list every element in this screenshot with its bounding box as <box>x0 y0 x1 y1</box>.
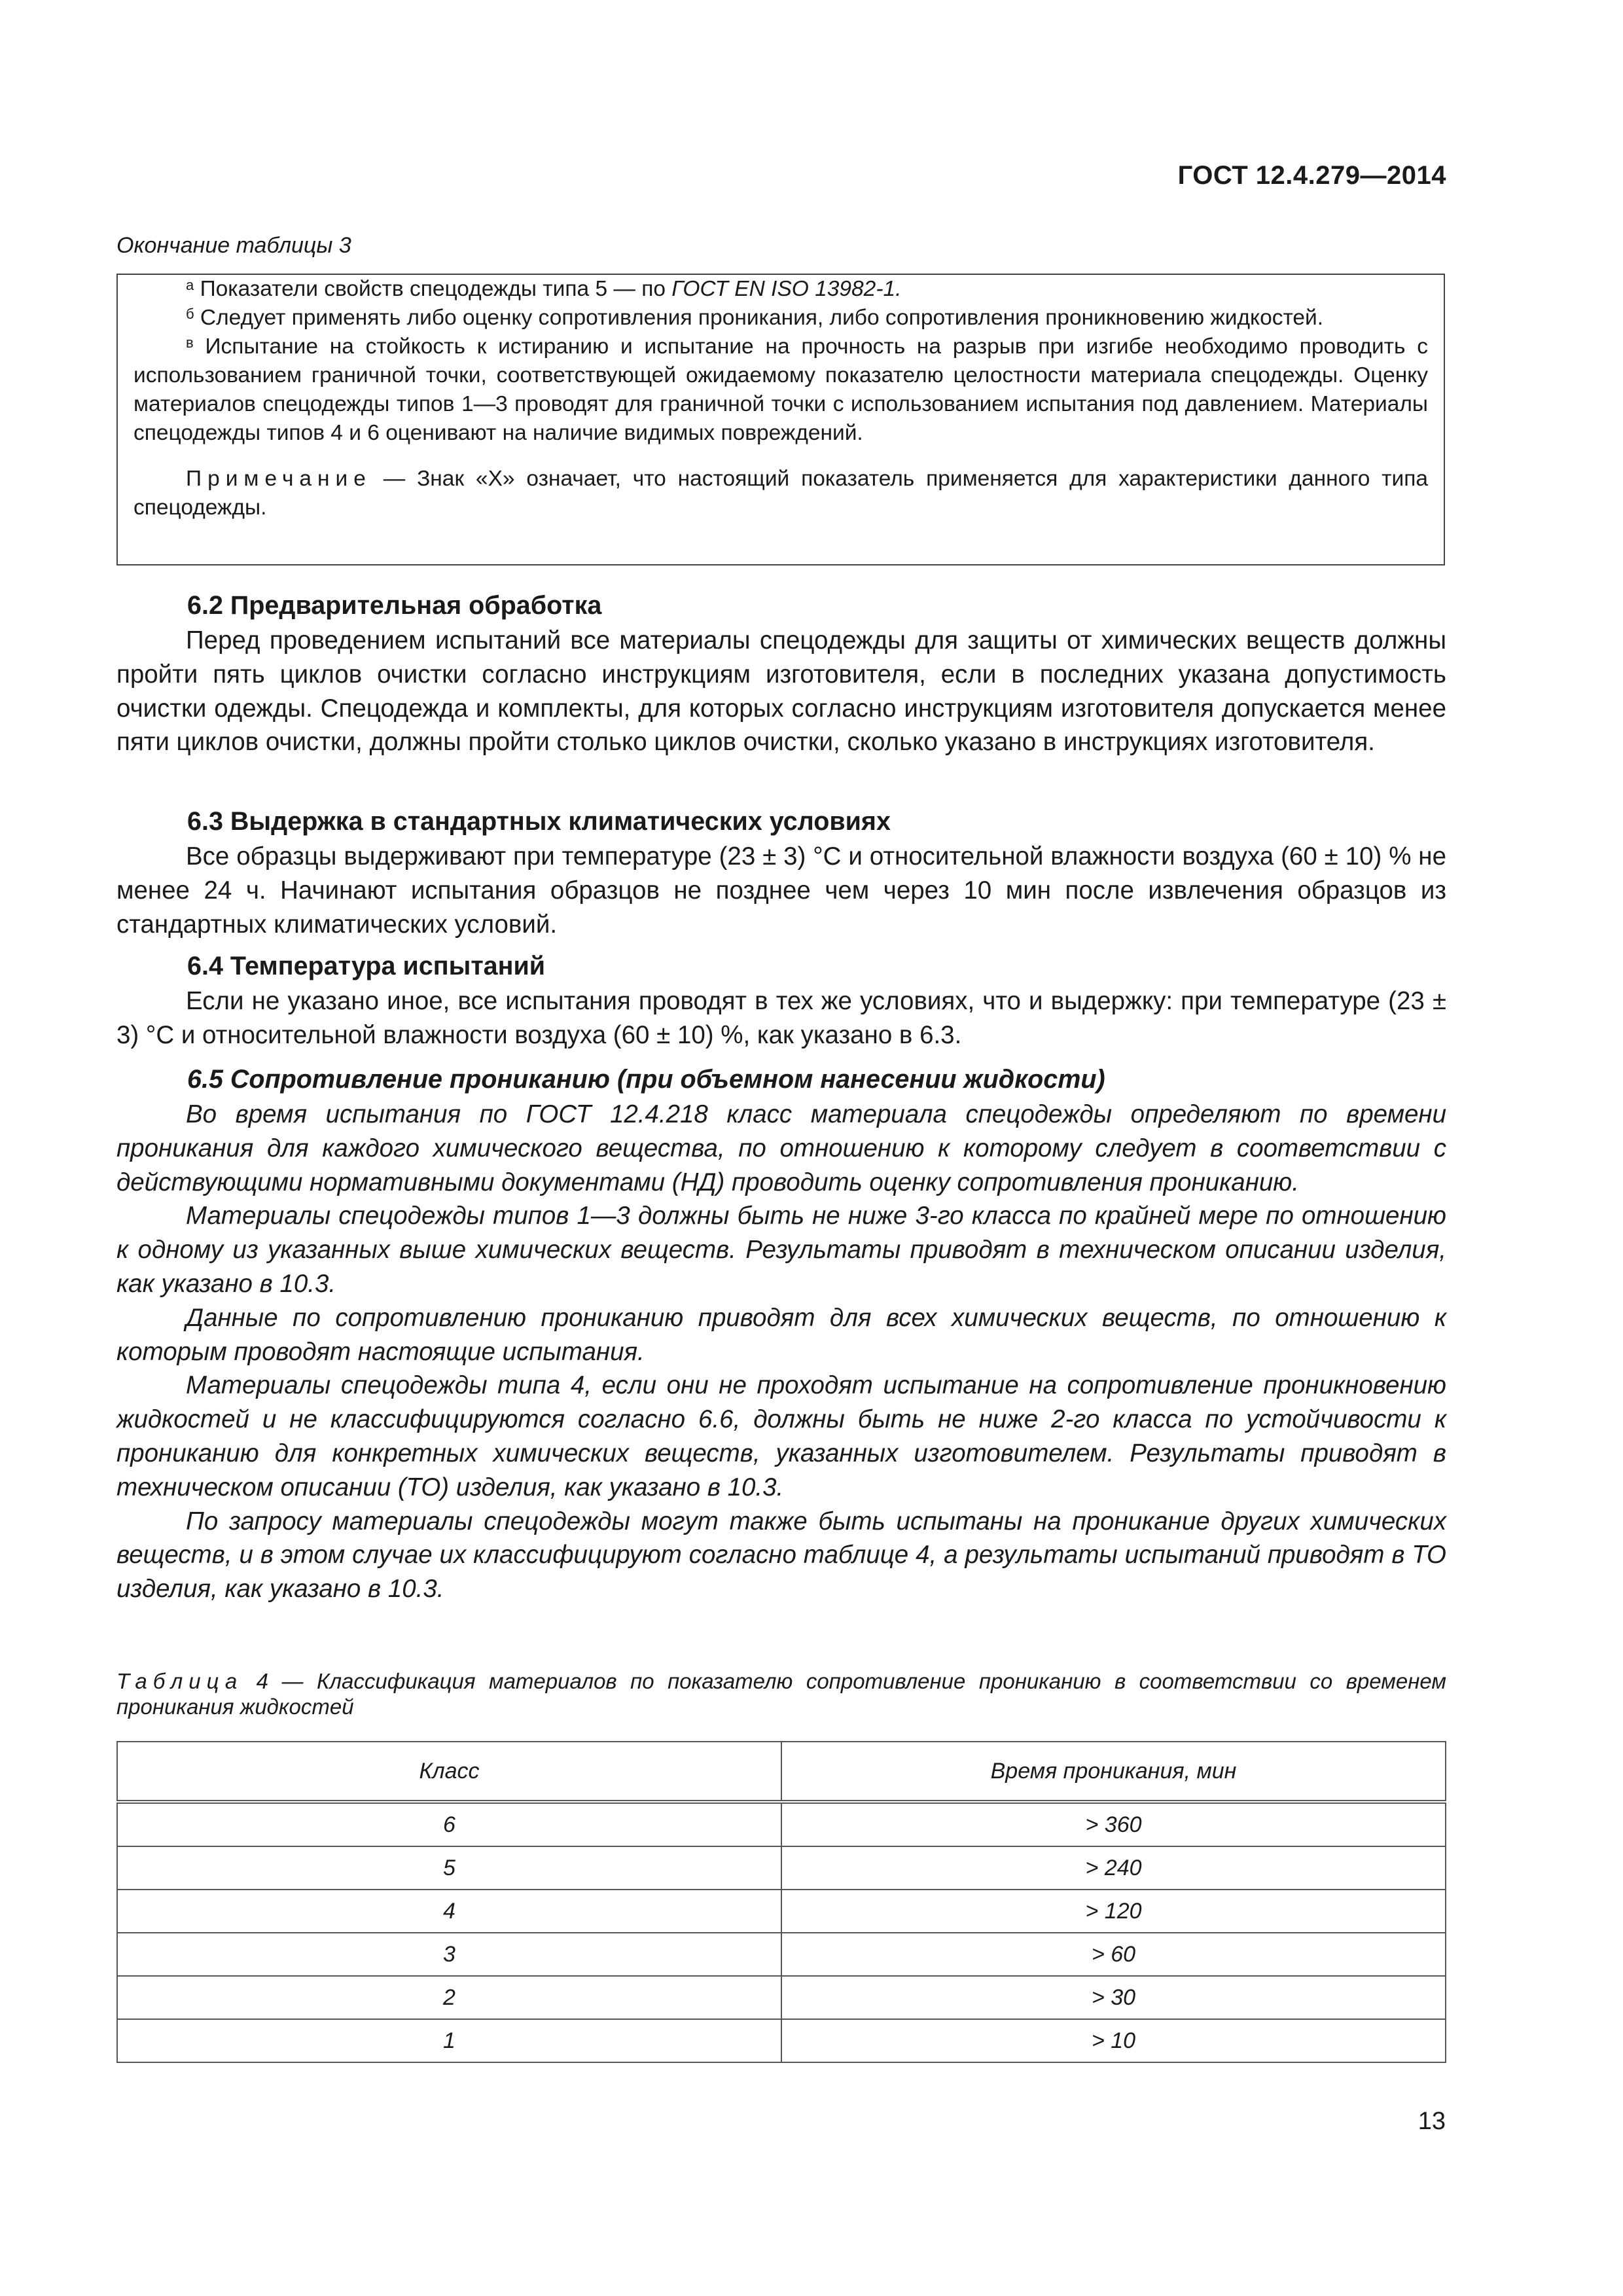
table-cell: 5 <box>117 1846 781 1890</box>
section-heading: 6.5 Сопротивление проникан​ию (при объемном нанесении жидкости) <box>187 1065 1105 1094</box>
table-cell: 4 <box>117 1890 781 1933</box>
section-heading: 6.2 Предварительная обработка <box>187 591 602 620</box>
table-4 <box>116 1741 1446 2063</box>
table-caption-text: 4 — Классификация материалов по показателю сопротивление проникан​ию в соответствии со временем проникания жидкостей <box>116 1669 1446 1719</box>
column-header-time: Время проникания, мин <box>781 1742 1446 1802</box>
footnote-b <box>134 304 1428 332</box>
table-cell: > 30 <box>781 1976 1446 2019</box>
footnote-a <box>134 275 1428 304</box>
paragraph: Если не указано иное, все испытания проводят в тех же условиях, что и выдержку: при температуре (23 ± 3) °С и относительной влажности воздуха (60 ± 10) %, как указано в 6.3. <box>116 987 1446 1049</box>
table-3-footnotes <box>116 274 1445 565</box>
table-label: Таблица <box>116 1669 243 1693</box>
footnote-text: Показатели свойств спецодежды типа 5 — по <box>200 277 672 301</box>
table-cell: > 10 <box>781 2019 1446 2062</box>
column-header-class: Класс <box>117 1742 781 1802</box>
table-cell: 6 <box>117 1802 781 1846</box>
paragraph: Все образцы выдерживают при температуре (23 ± 3) °С и относительной влажности воздуха (60 ± 10) % не менее 24 ч. Начинают испытания образцов не позднее чем через 10 мин после извлечения образцов из стандартных климатических условий. <box>116 842 1446 939</box>
table-4-caption <box>116 1668 1446 1719</box>
note-text: — Знак «X» означает, что настоящий показатель применяется для характеристики данного типа спецодежды. <box>134 467 1428 520</box>
table-cell: > 360 <box>781 1802 1446 1846</box>
paragraph: По запросу материалы спецодежды могут также быть испытаны на проникание других химических веществ, и в этом случае их классифицируют согласно таблице 4, а результаты испытаний приводят в ТО изделия, как указано в 10.3. <box>116 1507 1446 1604</box>
footnote-mark: а <box>186 277 194 293</box>
section-6-3 <box>116 804 1446 941</box>
table-header-row <box>117 1742 1446 1802</box>
paragraph: Данные по сопротивлению проникан​ию приводят для всех химических веществ, по отношению к которым проводят настоящие испытания. <box>116 1303 1446 1366</box>
paragraph: Во время испытания по ГОСТ 12.4.218 класс материала спецодежды определяют по времени проникания для каждого химического вещества, по отношению к которому следует в соответствии с действующими нормативными документами (НД) проводить оценку сопротивления проникан​ию. <box>116 1100 1446 1196</box>
section-6-2 <box>116 588 1446 759</box>
paragraph: Материалы спецодежды типов 1—3 должны быть не ниже 3-го класса по крайней мере по отношению к одному из указанных выше химических веществ. Результаты приводят в техническом описании изделия, как указано в 10.3. <box>116 1202 1446 1298</box>
footnote-text: Следует применять либо оценку сопротивления проникания, либо сопротивления проникновению жидкостей. <box>200 306 1324 330</box>
table-row <box>117 1933 1446 1976</box>
table-cell: 3 <box>117 1933 781 1976</box>
footnote-c <box>134 332 1428 448</box>
table-cell: 2 <box>117 1976 781 2019</box>
footnote-mark: в <box>186 334 194 351</box>
page-number: 13 <box>1418 2108 1446 2135</box>
section-heading: 6.3 Выдержка в стандартных климатических условиях <box>187 807 891 836</box>
table-row <box>117 1976 1446 2019</box>
table-row <box>117 1890 1446 1933</box>
table-cell: 1 <box>117 2019 781 2062</box>
table-note <box>134 465 1428 522</box>
table-cell: > 120 <box>781 1890 1446 1933</box>
footnote-reference: ГОСТ EN ISO 13982-1. <box>671 277 902 301</box>
table-cell: > 240 <box>781 1846 1446 1890</box>
footnote-mark: б <box>186 306 194 322</box>
table-row <box>117 2019 1446 2062</box>
footnote-text: Испытание на стойкость к истиранию и испытание на прочность на разрыв при изгибе необходимо проводить с использованием граничной точки, соответствующей ожидаемому показателю целостности материала спецодежды. Оценку материалов спецодежды типов 1—3 проводят для граничной точки с использованием испытания под давлением. Материалы спецодежды типов 4 и 6 оценивают на наличие видимых повреждений. <box>134 334 1428 445</box>
table-cell: > 60 <box>781 1933 1446 1976</box>
paragraph: Материалы спецодежды типа 4, если они не проходят испытание на сопротивление проникновению жидкостей и не классифицируются согласно 6.6, должны быть не ниже 2-го класса по устойчивости к проникан​ию для конкретных химических веществ, указанных изготовителем. Результаты приводят в техническом описании (ТО) изделия, как указано в 10.3. <box>116 1371 1446 1501</box>
paragraph: Перед проведением испытаний все материалы спецодежды для защиты от химических веществ должны пройти пять циклов очистки согласно инструкциям изготовителя, если в последних указана допустимость очистки одежды. Спецодежда и комплекты, для которых согласно инструкциям изготовителя допускается менее пяти циклов очистки, должны пройти столько циклов очистки, сколько указано в инструкциях изготовителя. <box>116 626 1446 757</box>
section-heading: 6.4 Температура испытаний <box>187 952 546 980</box>
section-6-5 <box>116 1062 1446 1606</box>
document-header: ГОСТ 12.4.279—2014 <box>1177 161 1446 190</box>
table-row <box>117 1846 1446 1890</box>
section-6-4 <box>116 948 1446 1052</box>
note-label: Примечание <box>186 467 372 491</box>
table-row <box>117 1802 1446 1846</box>
table-continuation-label: Окончание таблицы 3 <box>116 233 351 258</box>
